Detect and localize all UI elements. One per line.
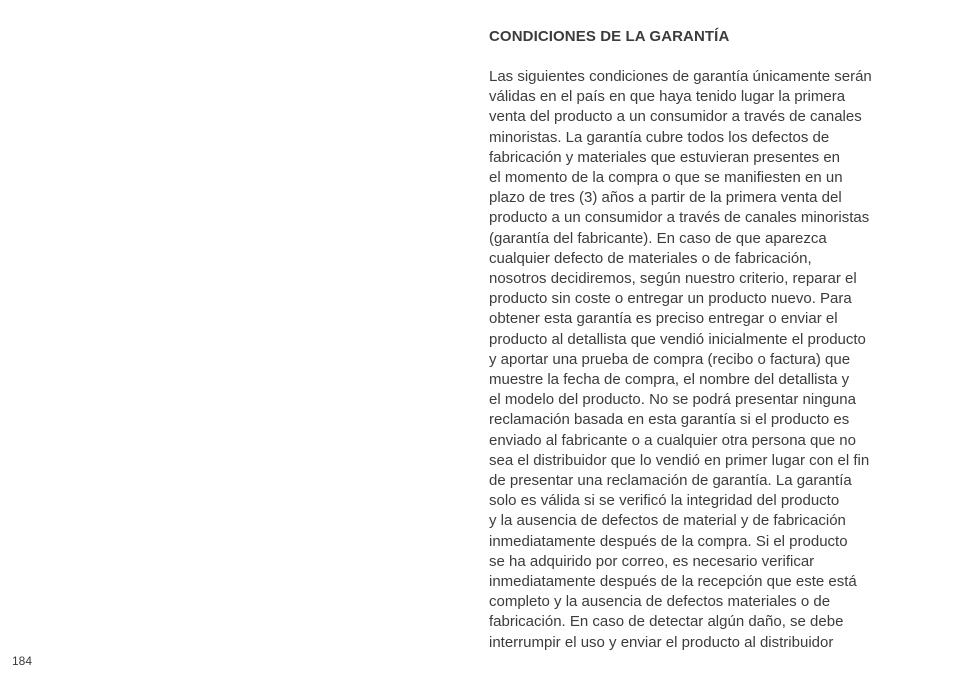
paragraph-line: fabricación y materiales que estuvieran presentes en [489,148,841,166]
paragraph-line: solo es válida si se verificó la integridad del producto [489,492,840,510]
paragraph-line: se ha adquirido por correo, es necesario verificar [489,552,815,570]
paragraph-line: producto al detallista que vendió inicialmente el producto [489,330,866,348]
warranty-paragraph [489,67,929,653]
paragraph-line: enviado al fabricante o a cualquier otra persona que no [489,431,856,449]
paragraph-line: producto sin coste o entregar un producto nuevo. Para [489,290,852,308]
section-title: CONDICIONES DE LA GARANTÍA [489,28,730,45]
paragraph-line: válidas en el país en que haya tenido lugar la primera [489,88,846,106]
paragraph-line: y la ausencia de defectos de material y de fabricación [489,512,846,530]
paragraph-line: cualquier defecto de materiales o de fabricación, [489,249,812,267]
paragraph-line: el modelo del producto. No se podrá presentar ninguna [489,391,856,409]
paragraph-line: inmediatamente después de la compra. Si el producto [489,532,848,550]
paragraph-line: sea el distribuidor que lo vendió en primer lugar con el fin [489,451,870,469]
paragraph-line: minoristas. La garantía cubre todos los defectos de [489,128,830,146]
page-number: 184 [12,654,33,668]
paragraph-line: inmediatamente después de la recepción que este está [489,573,857,591]
paragraph-line: nosotros decidiremos, según nuestro criterio, reparar el [489,270,857,288]
paragraph-line: Las siguientes condiciones de garantía únicamente serán [489,68,872,85]
paragraph-line: completo y la ausencia de defectos materiales o de [489,593,831,611]
paragraph-line: y aportar una prueba de compra (recibo o factura) que [489,350,851,368]
paragraph-line: el momento de la compra o que se manifiesten en un [489,169,843,187]
paragraph-line: interrumpir el uso y enviar el producto al distribuidor [489,633,834,651]
paragraph-line: muestre la fecha de compra, el nombre del detallista y [489,371,850,389]
paragraph-line: (garantía del fabricante). En caso de que aparezca [489,229,827,247]
warranty-section [489,27,929,653]
paragraph-line: plazo de tres (3) años a partir de la primera venta del [489,189,842,207]
paragraph-line: fabricación. En caso de detectar algún daño, se debe [489,613,844,631]
paragraph-line: reclamación basada en esta garantía si el producto es [489,411,850,429]
paragraph-line: de presentar una reclamación de garantía. La garantía [489,472,852,490]
paragraph-line: venta del producto a un consumidor a través de canales [489,108,862,126]
paragraph-line: obtener esta garantía es preciso entregar o enviar el [489,310,838,328]
paragraph-line: producto a un consumidor a través de canales minoristas [489,209,870,227]
